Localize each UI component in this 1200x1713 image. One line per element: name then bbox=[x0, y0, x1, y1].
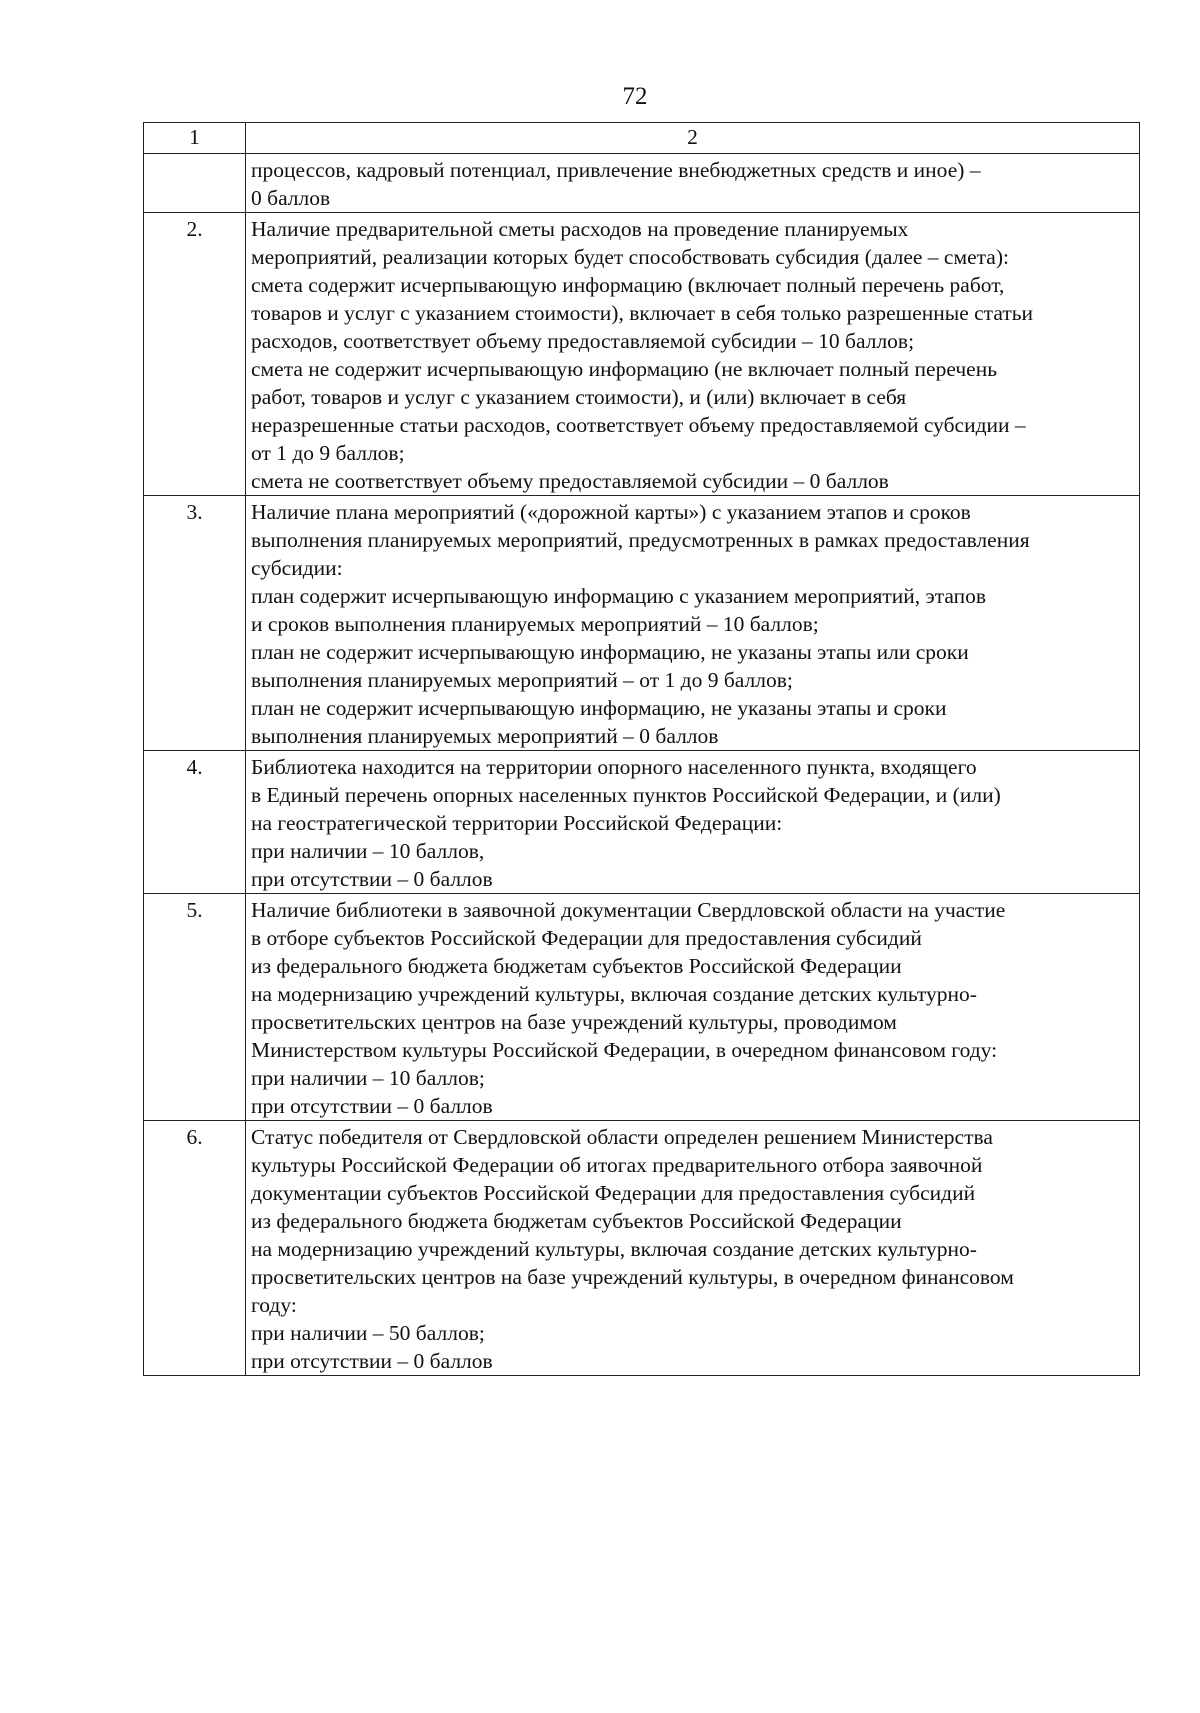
row-text-line: Министерством культуры Российской Федерации, в очередном финансовом году: bbox=[251, 1038, 998, 1062]
row-text-line: план не содержит исчерпывающую информацию, не указаны этапы и сроки bbox=[251, 696, 947, 720]
row-number: 3. bbox=[144, 496, 246, 751]
table-row bbox=[144, 213, 1140, 496]
row-text-line: смета не соответствует объему предоставляемой субсидии – 0 баллов bbox=[251, 469, 889, 493]
row-number bbox=[144, 154, 246, 213]
table-row bbox=[144, 496, 1140, 751]
row-number: 5. bbox=[144, 894, 246, 1121]
row-number: 4. bbox=[144, 751, 246, 894]
row-number: 6. bbox=[144, 1121, 246, 1376]
row-text-line: просветительских центров на базе учреждений культуры, в очередном финансовом bbox=[251, 1265, 1014, 1289]
row-text-line: при отсутствии – 0 баллов bbox=[251, 867, 493, 891]
row-content bbox=[246, 751, 1140, 894]
row-text-line: на геостратегической территории Российской Федерации: bbox=[251, 811, 783, 835]
row-text-line: субсидии: bbox=[251, 556, 343, 580]
table-row bbox=[144, 894, 1140, 1121]
row-text-line: культуры Российской Федерации об итогах предварительного отбора заявочной bbox=[251, 1153, 983, 1177]
row-text-line: при наличии – 10 баллов, bbox=[251, 839, 485, 863]
row-text-line: работ, товаров и услуг с указанием стоимости), и (или) включает в себя bbox=[251, 385, 907, 409]
row-text-line: просветительских центров на базе учреждений культуры, проводимом bbox=[251, 1010, 897, 1034]
row-text-line: план содержит исчерпывающую информацию с указанием мероприятий, этапов bbox=[251, 584, 987, 608]
row-content bbox=[246, 894, 1140, 1121]
column-header-content: 2 bbox=[246, 123, 1140, 154]
row-content bbox=[246, 496, 1140, 751]
criteria-table-body bbox=[144, 123, 1140, 1376]
row-text-line: расходов, соответствует объему предоставляемой субсидии – 10 баллов; bbox=[251, 329, 915, 353]
row-text-line: при отсутствии – 0 баллов bbox=[251, 1349, 493, 1373]
criteria-table bbox=[143, 122, 1140, 1376]
table-row bbox=[144, 751, 1140, 894]
table-row bbox=[144, 1121, 1140, 1376]
row-text-line: 0 баллов bbox=[251, 186, 331, 210]
row-text-line: Статус победителя от Свердловской области определен решением Министерства bbox=[251, 1125, 993, 1149]
row-text-line: план не содержит исчерпывающую информацию, не указаны этапы или сроки bbox=[251, 640, 969, 664]
row-text-line: неразрешенные статьи расходов, соответствует объему предоставляемой субсидии – bbox=[251, 413, 1026, 437]
row-text-line: смета содержит исчерпывающую информацию (включает полный перечень работ, bbox=[251, 273, 1005, 297]
row-text-line: от 1 до 9 баллов; bbox=[251, 441, 405, 465]
row-text-line: из федерального бюджета бюджетам субъектов Российской Федерации bbox=[251, 954, 902, 978]
row-text-line: процессов, кадровый потенциал, привлечение внебюджетных средств и иное) – bbox=[251, 158, 981, 182]
row-text-line: выполнения планируемых мероприятий, предусмотренных в рамках предоставления bbox=[251, 528, 1030, 552]
row-text-line: товаров и услуг с указанием стоимости), включает в себя только разрешенные статьи bbox=[251, 301, 1034, 325]
row-text-line: Библиотека находится на территории опорного населенного пункта, входящего bbox=[251, 755, 977, 779]
row-text-line: году: bbox=[251, 1293, 297, 1317]
page-number: 72 bbox=[622, 83, 648, 110]
row-text-line: и сроков выполнения планируемых мероприятий – 10 баллов; bbox=[251, 612, 819, 636]
row-text-line: при отсутствии – 0 баллов bbox=[251, 1094, 493, 1118]
row-text-line: при наличии – 10 баллов; bbox=[251, 1066, 485, 1090]
row-text-line: на модернизацию учреждений культуры, включая создание детских культурно- bbox=[251, 982, 977, 1006]
row-number: 2. bbox=[144, 213, 246, 496]
row-text-line: при наличии – 50 баллов; bbox=[251, 1321, 485, 1345]
row-text-line: документации субъектов Российской Федерации для предоставления субсидий bbox=[251, 1181, 976, 1205]
row-content bbox=[246, 1121, 1140, 1376]
row-content bbox=[246, 154, 1140, 213]
row-text-line: Наличие плана мероприятий («дорожной карты») с указанием этапов и сроков bbox=[251, 500, 971, 524]
row-text-line: выполнения планируемых мероприятий – 0 баллов bbox=[251, 724, 719, 748]
row-text-line: Наличие предварительной сметы расходов на проведение планируемых bbox=[251, 217, 909, 241]
table-row bbox=[144, 154, 1140, 213]
row-text-line: в Единый перечень опорных населенных пунктов Российской Федерации, и (или) bbox=[251, 783, 1001, 807]
row-content bbox=[246, 213, 1140, 496]
row-text-line: в отборе субъектов Российской Федерации для предоставления субсидий bbox=[251, 926, 922, 950]
row-text-line: смета не содержит исчерпывающую информацию (не включает полный перечень bbox=[251, 357, 998, 381]
table-header-row bbox=[144, 123, 1140, 154]
column-header-number: 1 bbox=[144, 123, 246, 154]
row-text-line: из федерального бюджета бюджетам субъектов Российской Федерации bbox=[251, 1209, 902, 1233]
row-text-line: на модернизацию учреждений культуры, включая создание детских культурно- bbox=[251, 1237, 977, 1261]
row-text-line: мероприятий, реализации которых будет способствовать субсидия (далее – смета): bbox=[251, 245, 1009, 269]
row-text-line: выполнения планируемых мероприятий – от 1 до 9 баллов; bbox=[251, 668, 793, 692]
row-text-line: Наличие библиотеки в заявочной документации Свердловской области на участие bbox=[251, 898, 1006, 922]
